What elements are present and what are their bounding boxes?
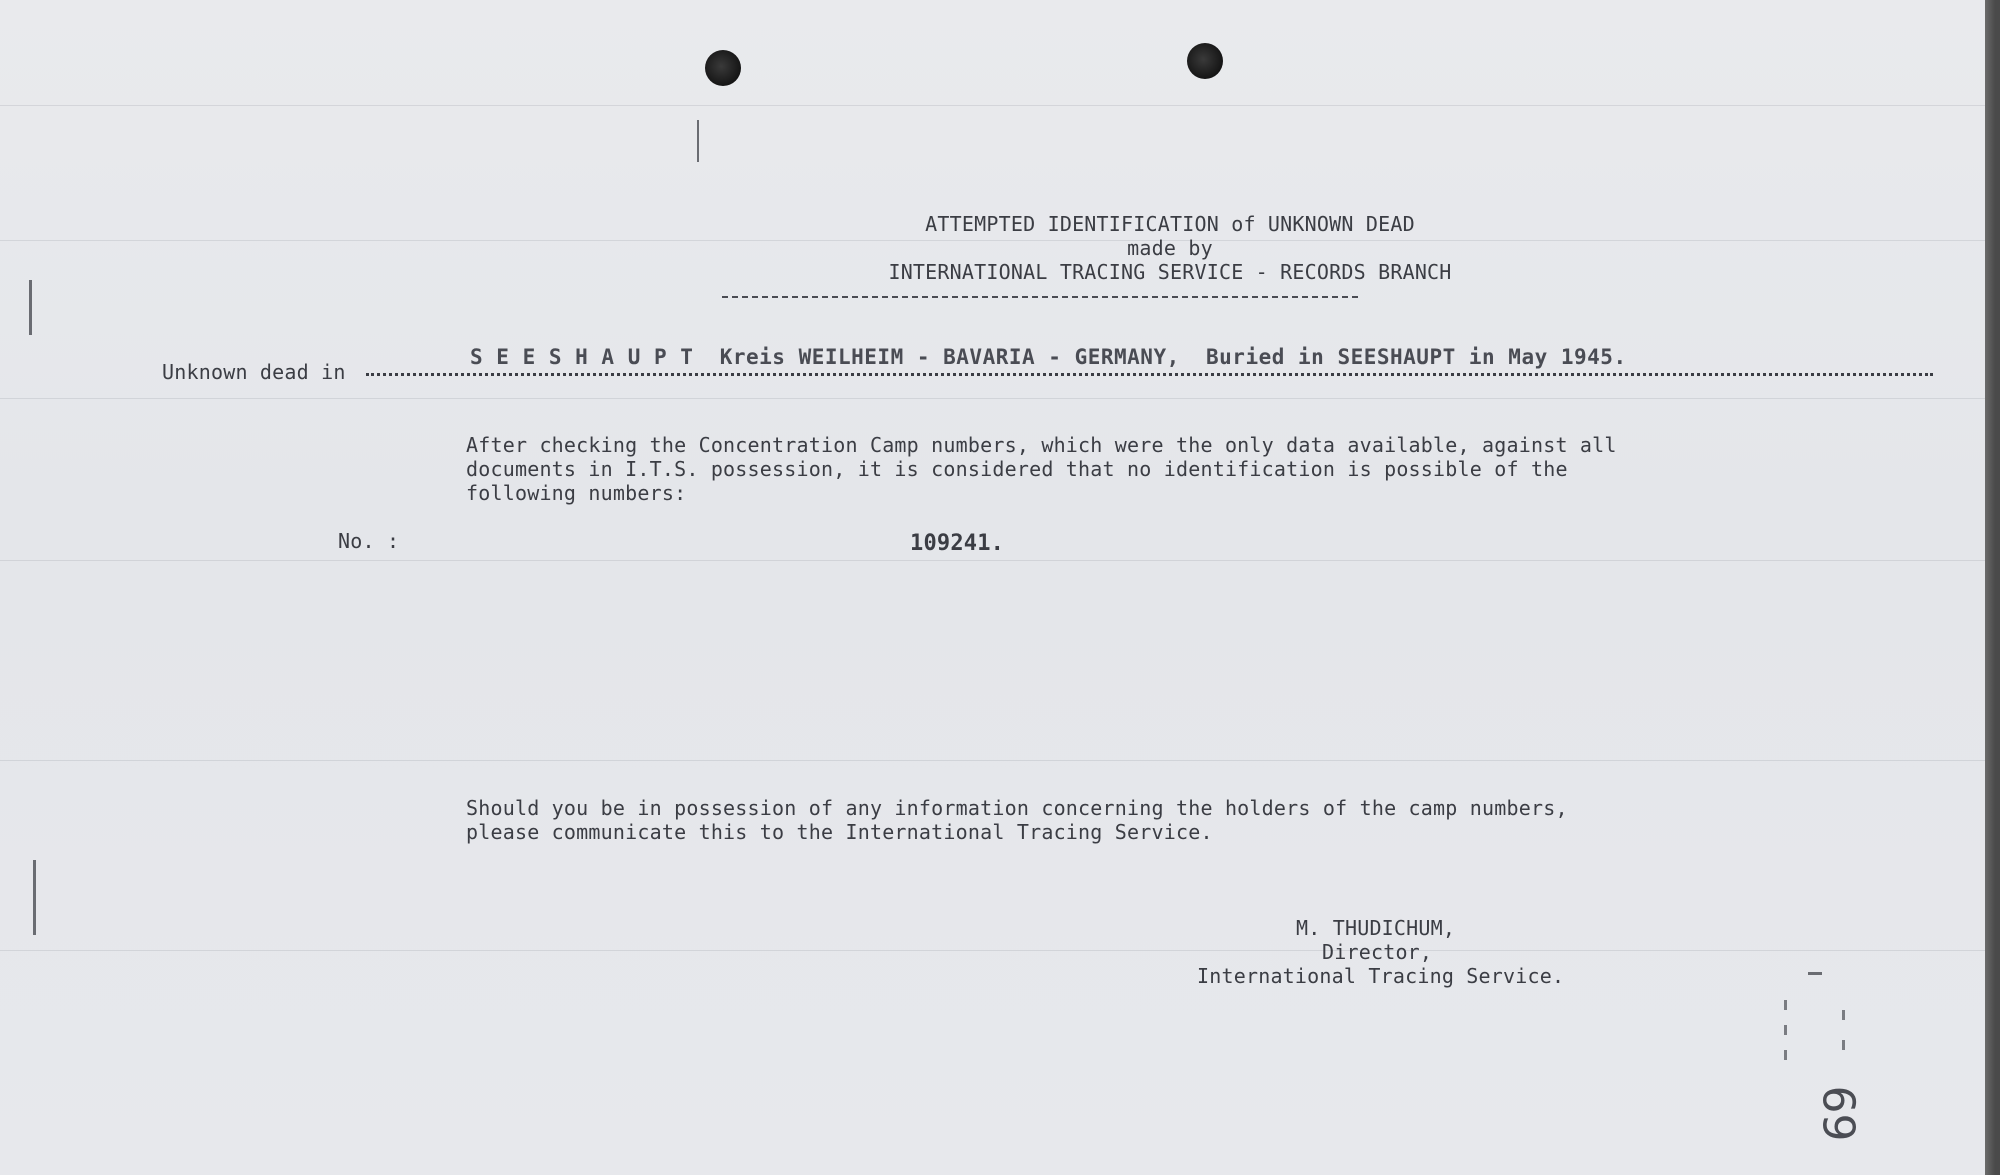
scan-line (0, 950, 1985, 951)
signatory-name: M. THUDICHUM, (1296, 916, 1456, 940)
request-paragraph: Should you be in possession of any information concerning the holders of the camp numbers, please communicate this to the International Tracing Service. (466, 796, 1568, 844)
tick-mark (1784, 1025, 1787, 1035)
number-label: No. : (338, 529, 400, 553)
signatory-title: Director, (1322, 940, 1433, 964)
camp-number: 109241. (910, 531, 1005, 556)
scan-line (0, 398, 1985, 399)
punch-hole (705, 50, 741, 86)
scan-line (0, 105, 1985, 106)
edge-mark (1808, 972, 1822, 975)
location-fill-line (366, 373, 1933, 376)
document-subtitle: made by (1127, 236, 1213, 260)
tick-mark (1842, 1010, 1845, 1020)
location-label: Unknown dead in (162, 360, 346, 384)
header-rule (722, 296, 1358, 298)
punch-hole (1187, 43, 1223, 79)
edge-mark (33, 860, 36, 935)
tick-mark (1784, 1000, 1787, 1010)
tick-mark (1784, 1050, 1787, 1060)
signatory-organization: International Tracing Service. (1197, 964, 1565, 988)
stray-mark (697, 120, 699, 162)
checking-paragraph: After checking the Concentration Camp numbers, which were the only data available, against all documents in I.T.S. possession, it is considered that no identification is possible of the following numbers: (466, 433, 1617, 505)
document-title: ATTEMPTED IDENTIFICATION of UNKNOWN DEAD (925, 212, 1415, 236)
edge-mark (29, 280, 32, 335)
tick-mark (1842, 1040, 1845, 1050)
page-number-mark: 69 (1812, 1085, 1864, 1142)
scan-line (0, 760, 1985, 761)
issuing-organization: INTERNATIONAL TRACING SERVICE - RECORDS BRANCH (888, 260, 1452, 284)
location-value: S E E S H A U P T Kreis WEILHEIM - BAVARIA - GERMANY, Buried in SEESHAUPT in May 1945. (470, 345, 1627, 369)
scan-line (0, 560, 1985, 561)
